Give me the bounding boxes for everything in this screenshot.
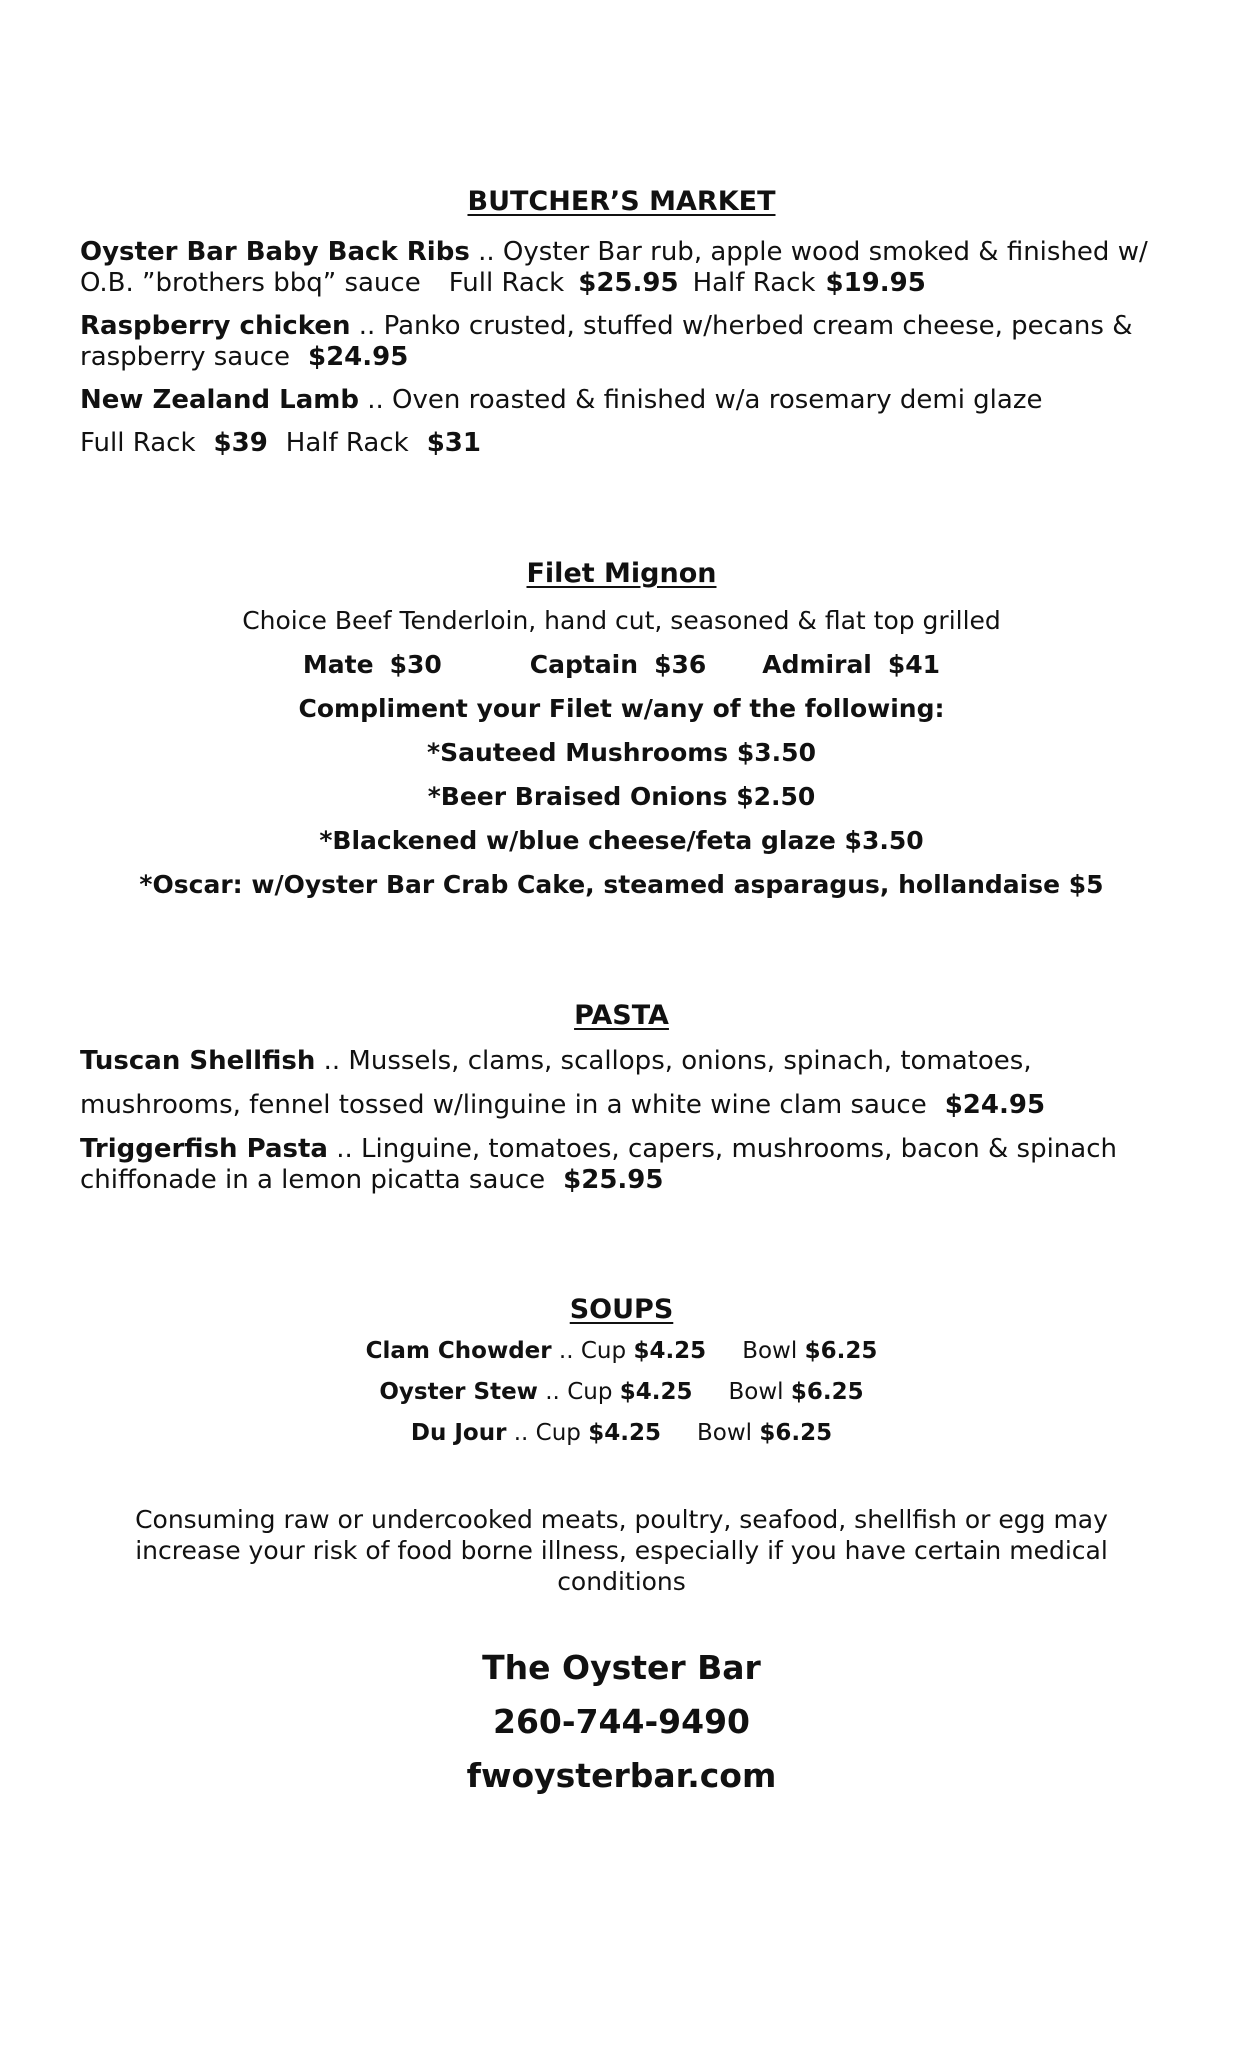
soup-name: Oyster Stew — [379, 1379, 538, 1405]
restaurant-website: fwoysterbar.com — [466, 1756, 777, 1795]
cup-label: Cup — [567, 1379, 613, 1405]
item-separator: .. — [469, 237, 503, 267]
item-separator: .. — [315, 1046, 349, 1076]
lamb-prices — [80, 428, 1160, 459]
filet-mignon-heading: Filet Mignon — [526, 558, 717, 589]
cup-price: $4.25 — [588, 1420, 661, 1446]
size-label: Admiral — [762, 650, 872, 679]
item-name: Triggerfish Pasta — [80, 1134, 328, 1164]
menu-item-raspberry-chicken — [80, 311, 1160, 373]
tuscan-shellfish-line2 — [80, 1090, 1160, 1121]
addon-blackened: *Blackened w/blue cheese/feta glaze $3.50 — [319, 826, 924, 855]
size-label: Captain — [529, 650, 639, 679]
item-price: $24.95 — [944, 1090, 1046, 1120]
item-price: $39 — [213, 428, 268, 458]
item-description: Mussels, clams, scallops, onions, spinach, tomatoes, — [348, 1046, 1032, 1076]
item-price: $24.95 — [308, 342, 409, 372]
pasta-heading: PASTA — [574, 1000, 669, 1031]
item-description: chiffonade in a lemon picatta sauce — [80, 1165, 546, 1195]
restaurant-phone: 260-744-9490 — [492, 1702, 750, 1741]
butchers-market-heading: BUTCHER’S MARKET — [467, 186, 776, 217]
item-price: $31 — [426, 428, 481, 458]
menu-item-tuscan-shellfish — [80, 1046, 1160, 1077]
item-price: $25.95 — [563, 1165, 664, 1195]
item-separator: .. — [551, 1338, 581, 1364]
notice-line: Consuming raw or undercooked meats, poultry, seafood, shellfish or egg may — [135, 1505, 1108, 1534]
filet-description: Choice Beef Tenderloin, hand cut, seasoned & flat top grilled — [242, 606, 1001, 635]
menu-item-baby-back-ribs — [80, 237, 1160, 299]
cup-label: Cup — [535, 1420, 581, 1446]
item-name: Oyster Bar Baby Back Ribs — [80, 237, 470, 267]
bowl-price: $6.25 — [804, 1338, 878, 1364]
bowl-price: $6.25 — [759, 1420, 833, 1446]
size-price: $41 — [887, 650, 941, 679]
item-description: mushrooms, fennel tossed w/linguine in a white wine clam sauce — [80, 1090, 927, 1120]
cup-label: Cup — [580, 1338, 627, 1364]
item-name: Raspberry chicken — [80, 311, 351, 341]
soup-name: Clam Chowder — [365, 1338, 552, 1364]
notice-line: increase your risk of food borne illness, especially if you have certain medical — [135, 1536, 1108, 1565]
food-safety-notice — [0, 1504, 1243, 1597]
item-description: raspberry sauce — [80, 342, 290, 372]
item-separator: .. — [327, 1134, 362, 1164]
soup-clam-chowder — [0, 1338, 1243, 1364]
item-description: Oyster Bar rub, apple wood smoked & finished w/ — [502, 237, 1148, 267]
restaurant-name: The Oyster Bar — [482, 1648, 761, 1687]
addon-onions: *Beer Braised Onions $2.50 — [427, 782, 816, 811]
bowl-label: Bowl — [697, 1420, 753, 1446]
price-label: Half Rack — [692, 268, 816, 298]
soup-oyster-stew — [0, 1379, 1243, 1405]
bowl-price: $6.25 — [790, 1379, 864, 1405]
menu-item-new-zealand-lamb — [80, 385, 1160, 416]
bowl-label: Bowl — [728, 1379, 784, 1405]
soup-du-jour — [0, 1420, 1243, 1446]
menu-item-triggerfish-pasta — [80, 1134, 1160, 1196]
item-separator: .. — [506, 1420, 536, 1446]
bowl-label: Bowl — [742, 1338, 798, 1364]
item-name: New Zealand Lamb — [80, 385, 359, 415]
notice-line: conditions — [557, 1567, 686, 1596]
price-label: Full Rack — [80, 428, 196, 458]
cup-price: $4.25 — [633, 1338, 707, 1364]
item-description: O.B. ”brothers bbq” sauce — [80, 268, 421, 298]
filet-sizes — [0, 650, 1243, 679]
size-price: $30 — [389, 650, 442, 679]
soups-heading: SOUPS — [569, 1294, 674, 1325]
addon-oscar: *Oscar: w/Oyster Bar Crab Cake, steamed asparagus, hollandaise $5 — [139, 870, 1104, 899]
size-price: $36 — [654, 650, 707, 679]
item-separator: .. — [358, 385, 393, 415]
item-separator: .. — [537, 1379, 568, 1405]
item-name: Tuscan Shellfish — [80, 1046, 316, 1076]
item-description: Panko crusted, stuffed w/herbed cream cheese, pecans & — [383, 311, 1133, 341]
size-label: Mate — [302, 650, 374, 679]
addon-mushrooms: *Sauteed Mushrooms $3.50 — [427, 738, 816, 767]
price-label: Half Rack — [285, 428, 409, 458]
item-price: $19.95 — [825, 268, 926, 298]
filet-compliment: Compliment your Filet w/any of the following: — [298, 694, 945, 723]
item-separator: .. — [350, 311, 384, 341]
cup-price: $4.25 — [619, 1379, 693, 1405]
soup-name: Du Jour — [410, 1420, 507, 1446]
price-label: Full Rack — [448, 268, 565, 298]
item-price: $25.95 — [578, 268, 679, 298]
item-description: Linguine, tomatoes, capers, mushrooms, bacon & spinach — [361, 1134, 1117, 1164]
item-description: Oven roasted & finished w/a rosemary demi glaze — [392, 385, 1043, 415]
